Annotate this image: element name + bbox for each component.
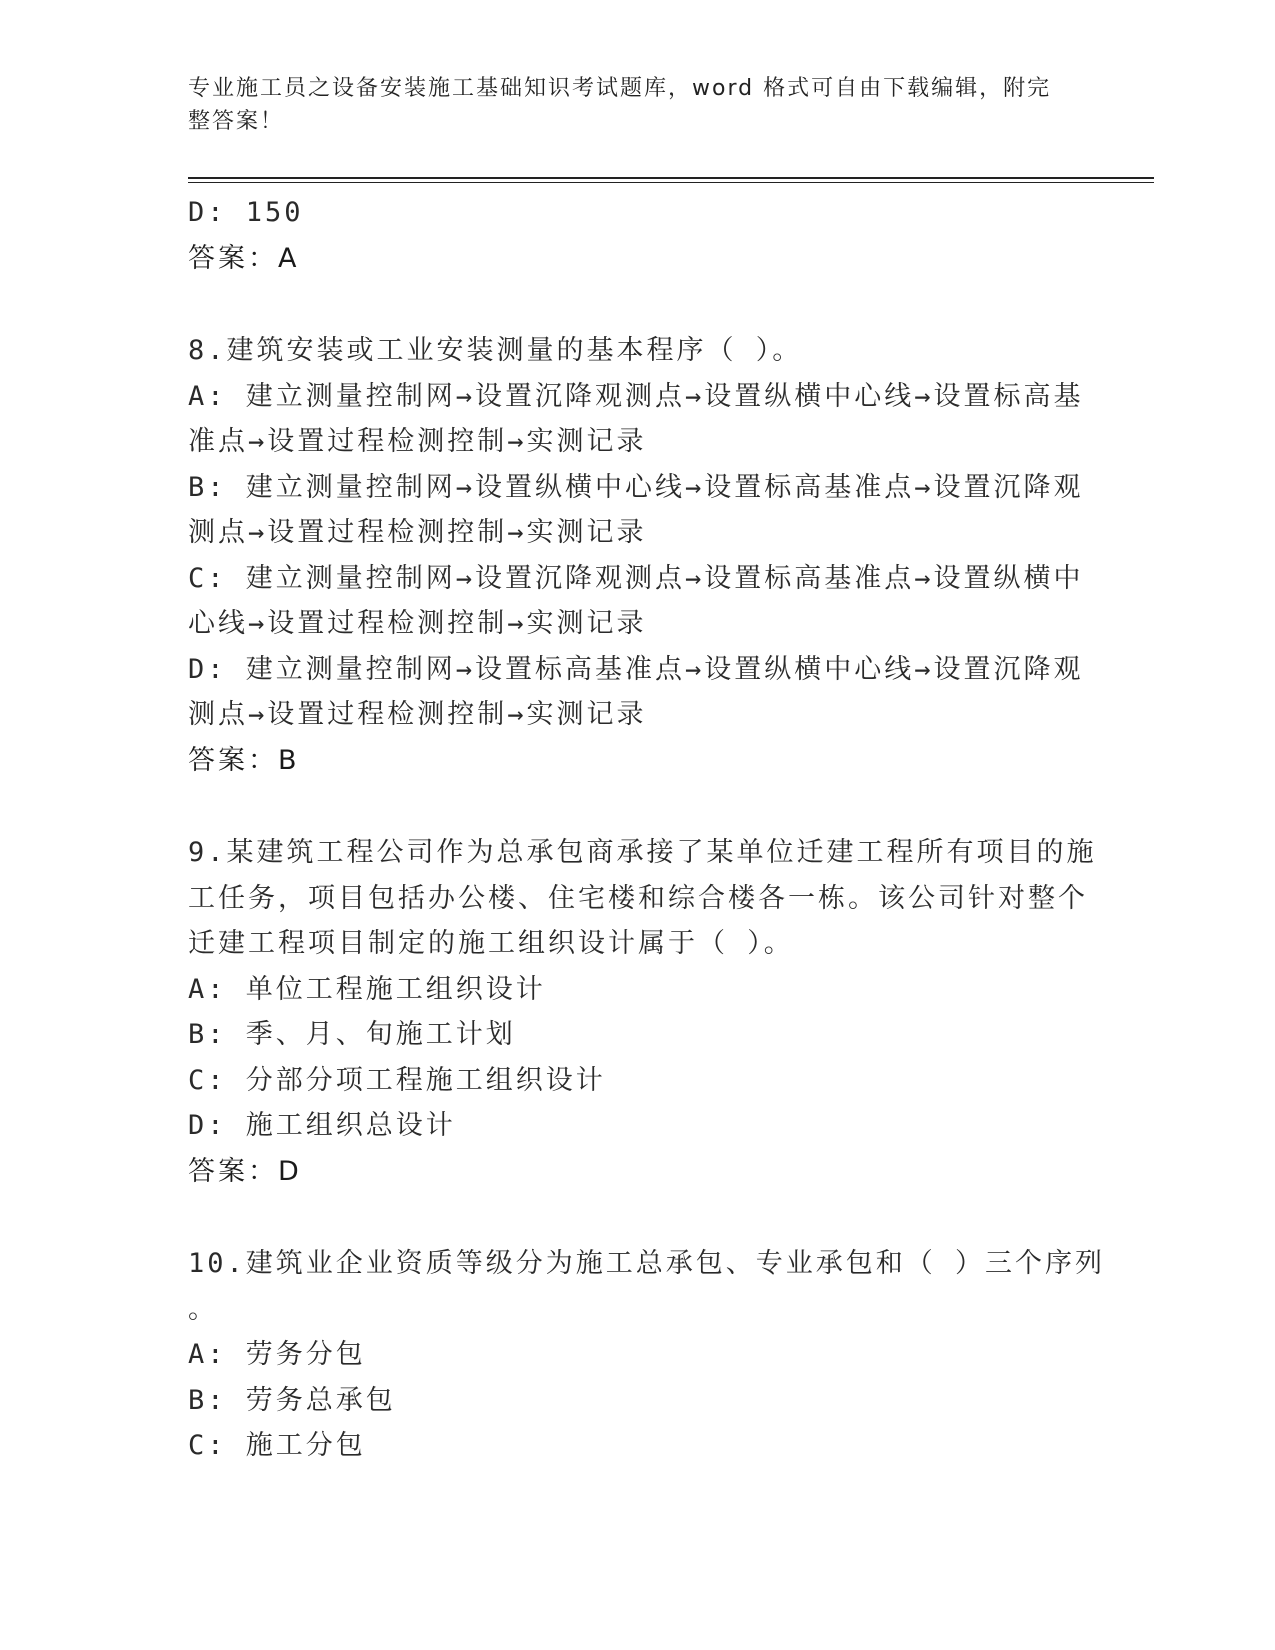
answer-line: 答案：D (188, 1155, 302, 1187)
option-a: A: 单位工程施工组织设计 (188, 973, 546, 1005)
header-rule-thick (188, 177, 1154, 179)
question-gap (188, 783, 1088, 830)
option-c-line-1: C: 建立测量控制网→设置沉降观测点→设置标高基准点→设置纵横中 (188, 562, 1084, 594)
option-d: D: 施工组织总设计 (188, 1110, 456, 1141)
question-7-tail (188, 190, 1088, 281)
header-line-1: 专业施工员之设备安装施工基础知识考试题库，word 格式可自由下载编辑，附完 (188, 76, 1052, 101)
option-d-line-1: D: 建立测量控制网→设置标高基准点→设置纵横中心线→设置沉降观 (188, 653, 1084, 685)
question-8 (188, 328, 1088, 783)
question-stem-line-3: 迁建工程项目制定的施工组织设计属于（ ）。 (188, 928, 794, 959)
question-stem-line-1: 10.建筑业企业资质等级分为施工总承包、专业承包和（ ）三个序列 (188, 1248, 1106, 1279)
header-line-2: 整答案！ (188, 109, 285, 134)
header-rule-thin (188, 182, 1154, 183)
option-b-line-2: 测点→设置过程检测控制→实测记录 (188, 517, 647, 548)
question-stem-line-2: 工任务，项目包括办公楼、住宅楼和综合楼各一栋。该公司针对整个 (188, 882, 1088, 914)
question-gap (188, 281, 1088, 328)
answer-line: 答案：A (188, 242, 300, 274)
question-9 (188, 830, 1097, 1194)
question-stem-line-2: 。 (188, 1293, 218, 1325)
option-b: B: 季、月、旬施工计划 (188, 1019, 516, 1050)
question-stem-line-1: 9.某建筑工程公司作为总承包商承接了某单位迁建工程所有项目的施 (188, 837, 1097, 868)
option-d: D: 150 (188, 197, 304, 228)
option-c-line-2: 心线→设置过程检测控制→实测记录 (188, 608, 647, 639)
option-b-line-1: B: 建立测量控制网→设置纵横中心线→设置标高基准点→设置沉降观 (188, 471, 1084, 503)
option-c: C: 施工分包 (188, 1430, 366, 1461)
answer-line: 答案：B (188, 744, 300, 776)
option-c: C: 分部分项工程施工组织设计 (188, 1064, 606, 1096)
option-a-line-1: A: 建立测量控制网→设置沉降观测点→设置纵横中心线→设置标高基 (188, 380, 1084, 412)
question-stem: 8.建筑安装或工业安装测量的基本程序（ ）。 (188, 335, 803, 366)
option-d-line-2: 测点→设置过程检测控制→实测记录 (188, 699, 647, 730)
option-a-line-2: 准点→设置过程检测控制→实测记录 (188, 426, 647, 457)
option-b: B: 劳务总承包 (188, 1384, 396, 1416)
question-10 (188, 1241, 1106, 1469)
document-header (188, 72, 1068, 138)
question-gap (188, 1194, 1088, 1241)
option-a: A: 劳务分包 (188, 1339, 366, 1370)
document-body (188, 190, 1106, 1469)
